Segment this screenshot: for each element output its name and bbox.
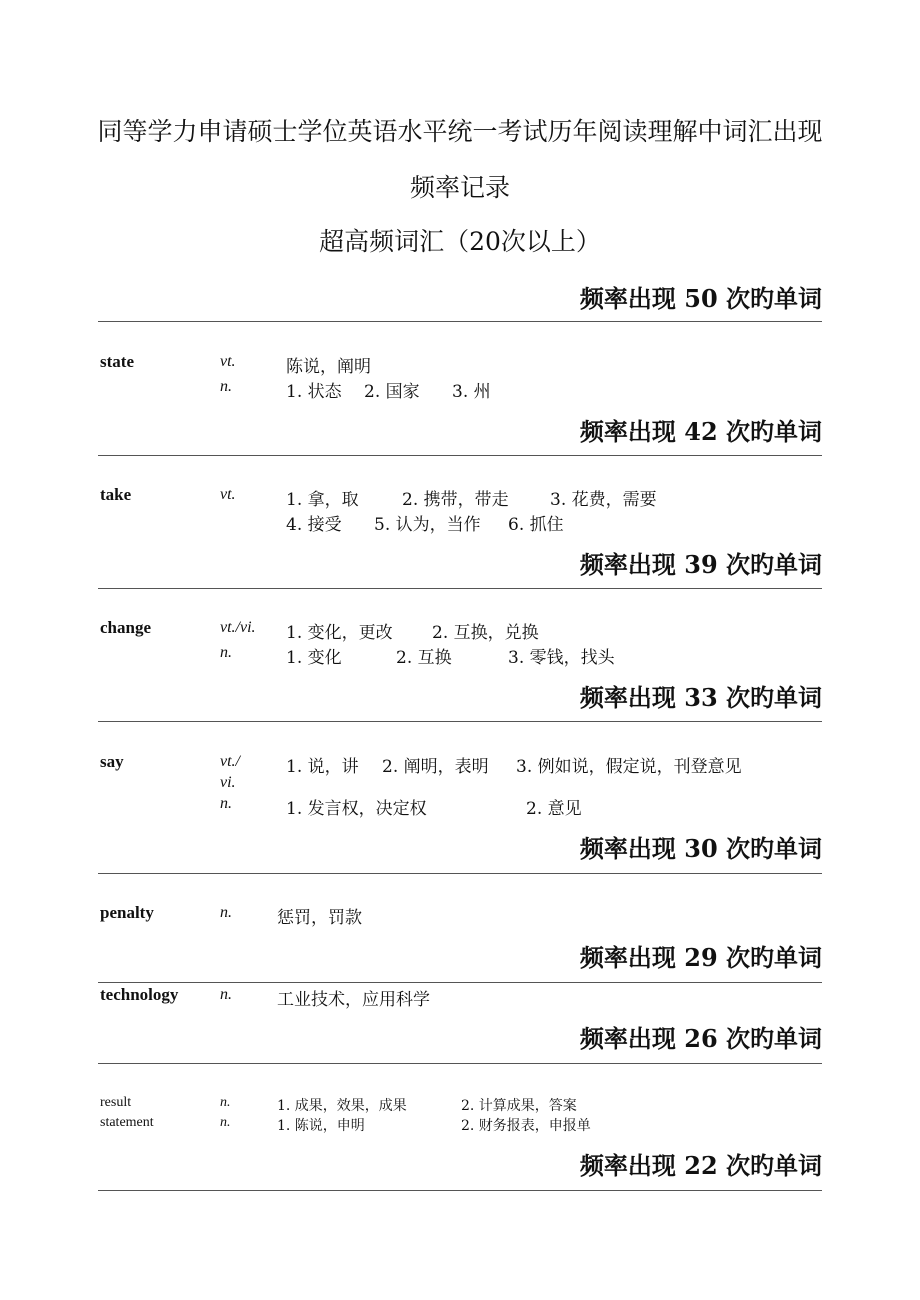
part-of-speech: vt. [220,353,236,370]
frequency-heading: 频率出现 30 次旳单词 [579,834,822,863]
definition: 1. 变化，更改 [286,623,393,643]
part-of-speech: n. [220,1115,231,1130]
part-of-speech: vt. [220,486,236,503]
part-of-speech: vi. [220,774,236,791]
definition: 1. 说，讲 [286,757,359,777]
section-divider [98,588,822,589]
section-divider [98,455,822,456]
definition: 2. 财务报表，申报单 [461,1118,591,1134]
definition: 惩罚，罚款 [277,908,362,928]
frequency-heading: 频率出现 50 次旳单词 [579,284,822,313]
definition: 2. 国家 [364,382,420,402]
definition: 2. 互换 [396,648,452,668]
part-of-speech: n. [220,904,232,921]
frequency-heading: 频率出现 39 次旳单词 [579,550,822,579]
definition: 2. 计算成果，答案 [461,1098,577,1114]
definition: 1. 变化 [286,648,342,668]
section-divider [98,873,822,874]
part-of-speech: n. [220,1095,231,1110]
part-of-speech: n. [220,986,232,1003]
part-of-speech: vt./ [220,753,240,770]
frequency-heading: 频率出现 42 次旳单词 [579,417,822,446]
definition: 5. 认为，当作 [374,515,481,535]
definition: 3. 州 [452,382,491,402]
definition: 2. 阐明，表明 [382,757,489,777]
frequency-heading: 频率出现 22 次旳单词 [579,1151,822,1180]
definition: 3. 花费，需要 [550,490,657,510]
definition: 1. 状态 [286,382,342,402]
page-subtitle: 超高频词汇（20次以上） [319,227,601,256]
section-divider [98,1190,822,1191]
definition: 2. 意见 [526,799,582,819]
definition: 3. 零钱，找头 [508,648,615,668]
definition: 1. 陈说，申明 [277,1118,365,1134]
part-of-speech: n. [220,378,232,395]
frequency-heading: 频率出现 33 次旳单词 [579,683,822,712]
vocab-word: result [100,1095,132,1110]
vocab-word: state [100,352,134,371]
part-of-speech: n. [220,795,232,812]
frequency-heading: 频率出现 29 次旳单词 [579,943,822,972]
part-of-speech: n. [220,644,232,661]
vocab-word: say [100,752,124,771]
section-divider [98,982,822,983]
section-divider [98,1063,822,1064]
definition: 2. 携带，带走 [402,490,509,510]
definition: 1. 成果，效果，成果 [277,1098,407,1114]
definition: 4. 接受 [286,515,342,535]
section-divider [98,721,822,722]
definition: 1. 拿，取 [286,490,359,510]
section-divider [98,321,822,322]
vocab-word: statement [100,1115,154,1130]
definition: 3. 例如说，假定说，刊登意见 [516,757,742,777]
vocab-word: technology [100,985,179,1004]
vocab-word: penalty [100,903,154,922]
part-of-speech: vt./vi. [220,619,256,636]
frequency-heading: 频率出现 26 次旳单词 [579,1024,822,1053]
definition: 陈说，阐明 [286,357,371,377]
page-title-line-2: 频率记录 [409,173,510,202]
definition: 工业技术，应用科学 [277,990,430,1010]
vocab-word: change [100,618,151,637]
page-title-line-1: 同等学力申请硕士学位英语水平统一考试历年阅读理解中词汇出现 [97,117,823,146]
definition: 2. 互换，兑换 [432,623,539,643]
vocab-word: take [100,485,132,504]
definition: 6. 抓住 [508,515,564,535]
definition: 1. 发言权，决定权 [286,799,427,819]
